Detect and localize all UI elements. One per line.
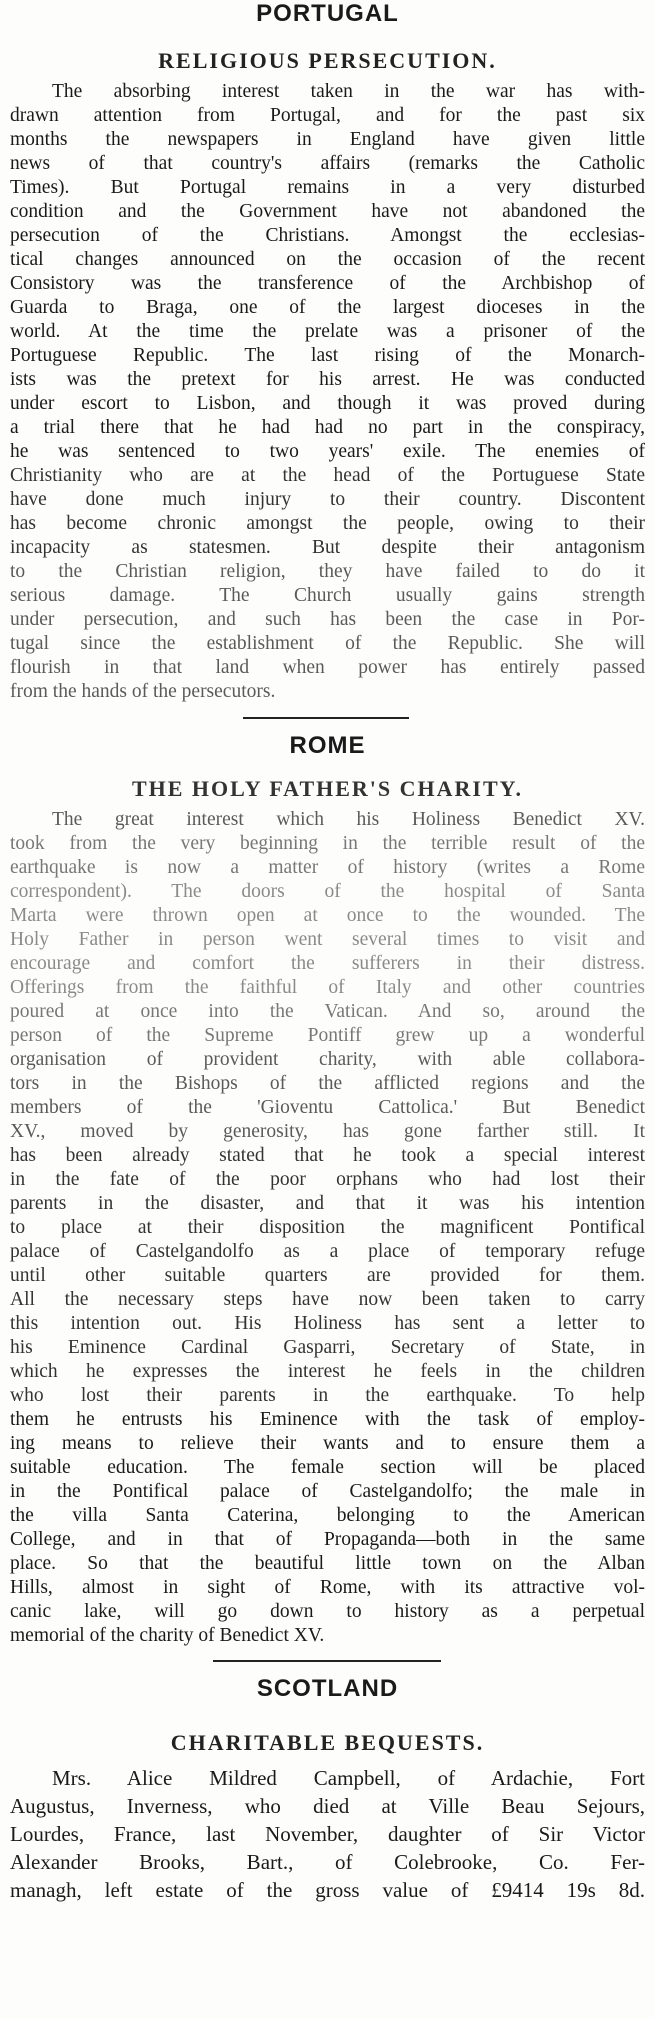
- article-line: canic lake, will go down to history as a perpetual: [10, 1601, 645, 1622]
- article-line: have done much injury to their country. Discontent: [10, 489, 645, 510]
- article-line: to place at their disposition the magnificent Pontifical: [10, 1217, 645, 1238]
- section-title-portugal: PORTUGAL: [256, 0, 399, 27]
- article-line: tugal since the establishment of the Republic. She will: [10, 633, 645, 654]
- article-line: Augustus, Inverness, who died at Ville Beau Sejours,: [10, 1794, 645, 1818]
- article-line: Times). But Portugal remains in a very disturbed: [10, 177, 645, 198]
- article-line: in the fate of the poor orphans who had lost their: [10, 1169, 645, 1190]
- article-line: Alexander Brooks, Bart., of Colebrooke, Co. Fer-: [10, 1850, 645, 1874]
- article-line: Holy Father in person went several times to visit and: [10, 929, 645, 950]
- article-line: tical changes announced on the occasion of the recent: [10, 249, 645, 270]
- article-line: a trial there that he had had no part in the conspiracy,: [10, 417, 645, 438]
- article-line: Christianity who are at the head of the Portuguese State: [10, 465, 645, 486]
- article-line: College, and in that of Propaganda—both in the same: [10, 1529, 645, 1550]
- article-line: world. At the time the prelate was a prisoner of the: [10, 321, 645, 342]
- article-line: ing means to relieve their wants and to ensure them a: [10, 1433, 645, 1454]
- article-line: in the Pontifical palace of Castelgandolfo; the male in: [10, 1481, 645, 1502]
- article-line: Hills, almost in sight of Rome, with its attractive vol-: [10, 1577, 645, 1598]
- article-line: managh, left estate of the gross value of £9414 19s 8d.: [10, 1878, 645, 1902]
- article-line: drawn attention from Portugal, and for the past six: [10, 105, 645, 126]
- headline-religious-persecution: RELIGIOUS PERSECUTION.: [158, 48, 497, 73]
- article-line: members of the 'Gioventu Cattolica.' But Benedict: [10, 1097, 645, 1118]
- article-line: Lourdes, France, last November, daughter of Sir Victor: [10, 1822, 645, 1846]
- article-line: took from the very beginning in the terrible result of the: [10, 833, 645, 854]
- article-line: Guarda to Braga, one of the largest dioceses in the: [10, 297, 645, 318]
- headline-holy-fathers-charity: THE HOLY FATHER'S CHARITY.: [131, 776, 524, 801]
- article-line: serious damage. The Church usually gains strength: [10, 585, 645, 606]
- article-line: encourage and comfort the sufferers in their distress.: [10, 953, 645, 974]
- article-line: palace of Castelgandolfo as a place of temporary refuge: [10, 1241, 645, 1262]
- article-line: this intention out. His Holiness has sent a letter to: [10, 1313, 645, 1334]
- article-line: ists was the pretext for his arrest. He was conducted: [10, 369, 645, 390]
- article-line: organisation of provident charity, with able collabora-: [10, 1049, 645, 1070]
- article-line: which he expresses the interest he feels in the children: [10, 1361, 645, 1382]
- article-line: Consistory was the transference of the Archbishop of: [10, 273, 645, 294]
- article-line: under escort to Lisbon, and though it was proved during: [10, 393, 645, 414]
- section-title-rome: ROME: [289, 732, 366, 759]
- article-line: correspondent). The doors of the hospital of Santa: [10, 881, 645, 902]
- article-line: them he entrusts his Eminence with the task of employ-: [10, 1409, 645, 1430]
- article-line: The great interest which his Holiness Benedict XV.: [52, 809, 645, 830]
- article-line: XV., moved by generosity, has gone farther still. It: [10, 1121, 645, 1142]
- article-line: who lost their parents in the earthquake. To help: [10, 1385, 645, 1406]
- article-line: to the Christian religion, they have failed to do it: [10, 561, 645, 582]
- article-line: persecution of the Christians. Amongst the ecclesias-: [10, 225, 645, 246]
- article-line: suitable education. The female section will be placed: [10, 1457, 645, 1478]
- article-line: incapacity as statesmen. But despite their antagonism: [10, 537, 645, 558]
- article-line: place. So that the beautiful little town on the Alban: [10, 1553, 645, 1574]
- article-line: until other suitable quarters are provided for them.: [10, 1265, 645, 1286]
- article-line: memorial of the charity of Benedict XV.: [10, 1625, 325, 1646]
- article-line: Offerings from the faithful of Italy and other countries: [10, 977, 645, 998]
- article-line: he was sentenced to two years' exile. The enemies of: [10, 441, 645, 462]
- article-line: has become chronic amongst the people, owing to their: [10, 513, 645, 534]
- section-title-scotland: SCOTLAND: [256, 1675, 399, 1702]
- article-line: The absorbing interest taken in the war has with-: [52, 81, 645, 102]
- article-line: tors in the Bishops of the afflicted regions and the: [10, 1073, 645, 1094]
- article-line: Mrs. Alice Mildred Campbell, of Ardachie, Fort: [52, 1766, 645, 1790]
- article-line: Portuguese Republic. The last rising of the Monarch-: [10, 345, 645, 366]
- article-line: condition and the Government have not abandoned the: [10, 201, 645, 222]
- section-divider: [243, 717, 409, 719]
- article-line: flourish in that land when power has entirely passed: [10, 657, 645, 678]
- article-line: the villa Santa Caterina, belonging to the American: [10, 1505, 645, 1526]
- article-line: news of that country's affairs (remarks the Catholic: [10, 153, 645, 174]
- article-line: Marta were thrown open at once to the wounded. The: [10, 905, 645, 926]
- headline-charitable-bequests: CHARITABLE BEQUESTS.: [170, 1730, 485, 1755]
- article-line: from the hands of the persecutors.: [10, 681, 276, 702]
- article-line: under persecution, and such has been the case in Por-: [10, 609, 645, 630]
- article-line: months the newspapers in England have given little: [10, 129, 645, 150]
- article-line: earthquake is now a matter of history (writes a Rome: [10, 857, 645, 878]
- article-line: his Eminence Cardinal Gasparri, Secretary of State, in: [10, 1337, 645, 1358]
- article-line: All the necessary steps have now been taken to carry: [10, 1289, 645, 1310]
- article-line: has been already stated that he took a special interest: [10, 1145, 645, 1166]
- section-divider: [213, 1660, 441, 1662]
- article-line: parents in the disaster, and that it was his intention: [10, 1193, 645, 1214]
- article-line: poured at once into the Vatican. And so, around the: [10, 1001, 645, 1022]
- article-line: person of the Supreme Pontiff grew up a wonderful: [10, 1025, 645, 1046]
